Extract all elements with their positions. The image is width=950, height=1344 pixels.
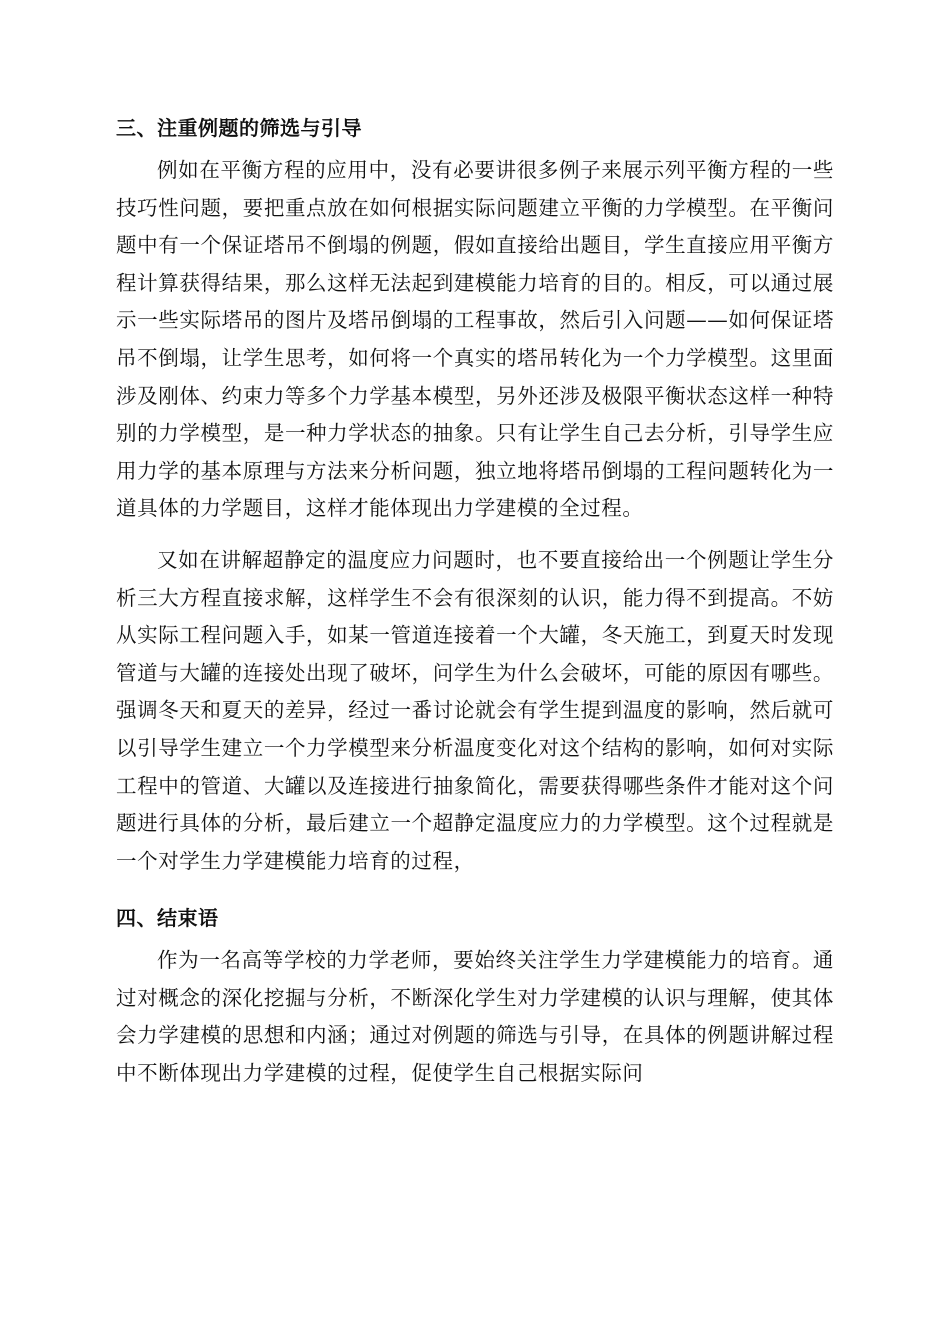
document-body (116, 104, 834, 1099)
section-4-paragraph-1: 作为一名高等学校的力学老师，要始终关注学生力学建模能力的培育。通过对概念的深化挖掘与分析，不断深化学生对力学建模的认识与理解，使其体会力学建模的思想和内涵；通过对例题的筛选与引导，在具体的例题讲解过程中不断体现出力学建模的过程，促使学生自己根据实际问 (116, 948, 834, 1086)
section-spacer (116, 886, 834, 894)
paragraph-spacer (116, 534, 834, 542)
section-3-paragraph-1: 例如在平衡方程的应用中，没有必要讲很多例子来展示列平衡方程的一些技巧性问题，要把重点放在如何根据实际问题建立平衡的力学模型。在平衡问题中有一个保证塔吊不倒塌的例题，假如直接给出题目，学生直接应用平衡方程计算获得结果，那么这样无法起到建模能力培育的目的。相反，可以通过展示一些实际塔吊的图片及塔吊倒塌的工程事故，然后引入问题——如何保证塔吊不倒塌，让学生思考，如何将一个真实的塔吊转化为一个力学模型。这里面涉及刚体、约束力等多个力学基本模型，另外还涉及极限平衡状态这样一种特别的力学模型，是一种力学状态的抽象。只有让学生自己去分析，引导学生应用力学的基本原理与方法来分析问题，独立地将塔吊倒塌的工程问题转化为一道具体的力学题目，这样才能体现出力学建模的全过程。 (116, 158, 834, 521)
section-4-heading: 四、结束语 (116, 906, 219, 931)
section-3-paragraph-2: 又如在讲解超静定的温度应力问题时，也不要直接给出一个例题让学生分析三大方程直接求解，这样学生不会有很深刻的认识，能力得不到提高。不妨从实际工程问题入手，如某一管道连接着一个大罐，冬天施工，到夏天时发现管道与大罐的连接处出现了破坏，问学生为什么会破坏，可能的原因有哪些。强调冬天和夏天的差异，经过一番讨论就会有学生提到温度的影响，然后就可以引导学生建立一个力学模型来分析温度变化对这个结构的影响，如何对实际工程中的管道、大罐以及连接进行抽象简化，需要获得哪些条件才能对这个问题进行具体的分析，最后建立一个超静定温度应力的力学模型。这个过程就是一个对学生力学建模能力培育的过程， (116, 547, 834, 873)
section-3-heading: 三、注重例题的筛选与引导 (116, 116, 362, 140)
